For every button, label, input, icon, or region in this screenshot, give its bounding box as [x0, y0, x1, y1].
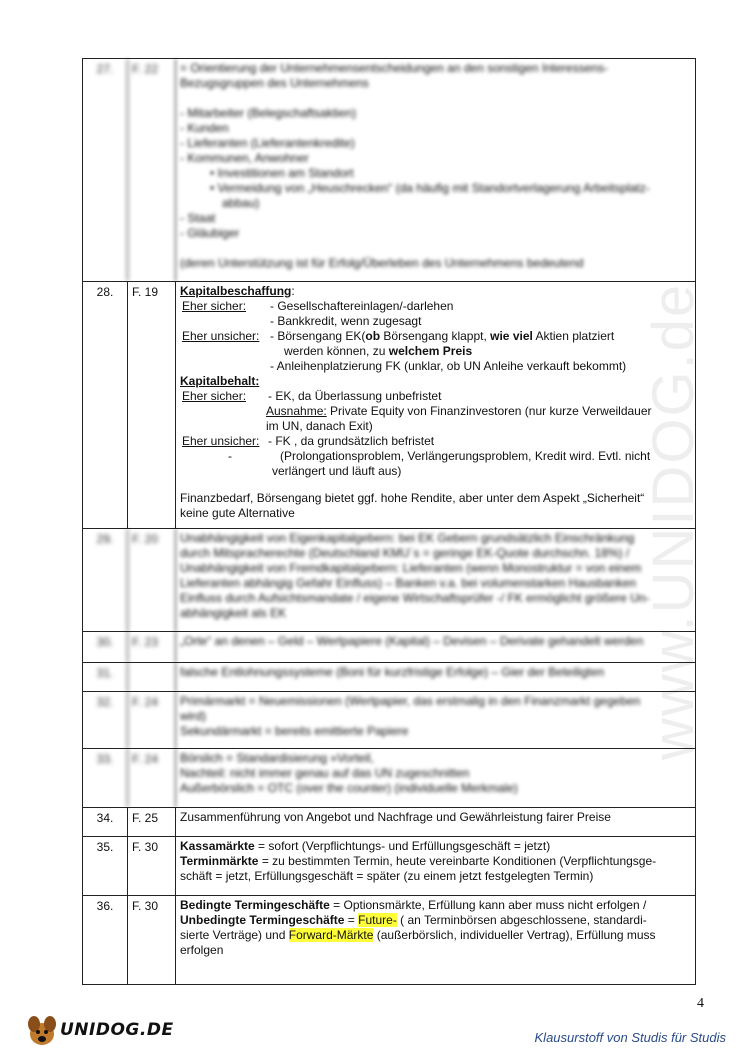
row-content — [175, 692, 695, 748]
row-reference: F. 23 — [127, 632, 175, 662]
text-line: - Staat — [180, 211, 216, 225]
highlight-future: Future- — [358, 913, 397, 927]
row-reference — [127, 663, 175, 691]
text-line: - (Prolongationsproblem, Verlängerungsproblem, Kredit wird. Evtl. nicht — [228, 449, 651, 463]
text-line: - Kunden — [180, 121, 229, 135]
text-line: (deren Unterstützung ist für Erfolg/Überleben des Unternehmens bedeutend — [180, 256, 584, 270]
table-row — [83, 836, 695, 895]
row-reference: F. 20 — [127, 529, 175, 631]
row-number: 29. — [96, 532, 114, 546]
text-line: - Mitarbeiter (Belegschaftsaktien) — [180, 106, 357, 120]
row-content — [175, 749, 695, 807]
text-line: Eher sicher: - EK, da Überlassung unbefristet — [182, 389, 442, 403]
text-line: abbau) — [222, 196, 260, 210]
row-content — [175, 632, 695, 662]
table-row — [83, 281, 695, 528]
row-reference: F. 30 — [127, 896, 175, 984]
text-line: Eher sicher: - Gesellschaftereinlagen/-darlehen — [182, 299, 454, 313]
text-line: Bezugsgruppen des Unternehmens — [180, 76, 369, 90]
text-line: Eher unsicher: - Börsengang EK(ob Börsengang klappt, wie viel Aktien platziert — [182, 329, 615, 343]
text-line: durch Mitspracherechte (Deutschland KMU´s = geringe EK-Quote durchschn. 18%) / — [180, 546, 630, 560]
text-line: Finanzbedarf, Börsengang bietet ggf. hohe Rendite, aber unter dem Aspekt „Sicherheit“ — [180, 491, 645, 505]
page-number: 4 — [697, 996, 704, 1011]
text-line: „Orte“ an denen – Geld – Wertpapiere (Kapital) – Devisen – Derivate gehandelt werden — [180, 634, 644, 648]
text-line: Lieferanten abhängig Gefahr Einfluss) – Banken v.a. bei volumenstarken Hausbanken — [180, 576, 637, 590]
table-row — [83, 895, 695, 985]
row-number: 30. — [96, 635, 114, 649]
text-line: verlängert und läuft aus) — [272, 464, 402, 478]
row-content — [175, 59, 695, 281]
row-number: 34. — [96, 811, 114, 825]
text-line: Unbedingte Termingeschäfte = Future- ( an Terminbörsen abgeschlossene, standardi- — [180, 913, 647, 927]
text-line: - Gläubiger — [180, 226, 240, 240]
row-reference: F. 24 — [127, 749, 175, 807]
text-line: Terminmärkte = zu bestimmten Termin, heute vereinbarte Konditionen (Verpflichtungsge- — [180, 854, 657, 868]
logo-text: UNIDOG.DE — [60, 1020, 174, 1040]
row-content — [175, 282, 695, 528]
table-row — [83, 528, 695, 631]
row-number: 36. — [96, 899, 114, 913]
text-line: Primärmarkt = Neuemissionen (Wertpapier, das erstmalig in den Finanzmarkt gegeben — [180, 694, 641, 708]
text-line: Zusammenführung von Angebot und Nachfrage und Gewährleistung fairer Preise — [180, 810, 611, 824]
row-number: 27. — [96, 62, 114, 76]
row-number: 32. — [96, 695, 114, 709]
text-line: Einfluss durch Aufsichtsmandate / eigene Wirtschaftsprüfer -/ FK ermöglicht größere Un- — [180, 591, 650, 605]
section-title: Kapitalbeschaffung: — [180, 284, 295, 298]
table-row — [83, 807, 695, 836]
text-line: Eher unsicher: - FK , da grundsätzlich befristet — [182, 434, 435, 448]
text-line: erfolgen — [180, 943, 224, 957]
row-content — [175, 663, 695, 691]
text-line: • Investitionen am Standort — [210, 166, 354, 180]
glossary-table — [82, 58, 696, 985]
row-content — [175, 896, 695, 984]
text-line: werden können, zu welchem Preis — [284, 344, 473, 358]
row-reference: F. 30 — [127, 837, 175, 895]
text-line: keine gute Alternative — [180, 506, 295, 520]
row-number: 28. — [96, 285, 114, 299]
row-reference: F. 19 — [127, 282, 175, 528]
row-reference: F. 25 — [127, 808, 175, 836]
row-reference: F. 24 — [127, 692, 175, 748]
table-row — [83, 691, 695, 748]
text-line: Börslich = Standardisierung »Vorteil, — [180, 751, 374, 765]
text-line: schäft = jetzt, Erfüllungsgeschäft = später (zu einem jetzt festgelegten Termin) — [180, 869, 594, 883]
row-content — [175, 529, 695, 631]
text-line: - Lieferanten (Lieferantenkredite) — [180, 136, 355, 150]
text-line: abhängigkeit als EK — [180, 606, 287, 620]
table-row — [83, 58, 695, 281]
text-line: - Kommunen, Anwohner — [180, 151, 309, 165]
highlight-forward: Forward-Märkte — [288, 928, 374, 942]
text-line: sierte Verträge) und Forward-Märkte (außerbörslich, individueller Vertrag), Erfüllung muss — [180, 928, 656, 942]
table-row — [83, 748, 695, 807]
text-line: • Vermeidung von „Heuschrecken“ (da häufig mit Standortverlagerung Arbeitsplatz- — [210, 181, 650, 195]
watermark: www.UNIDOG.de — [641, 282, 706, 760]
row-content — [175, 808, 695, 836]
dog-mascot-icon — [22, 1012, 62, 1048]
text-line: - Anleihenplatzierung FK (unklar, ob UN Anleihe verkauft bekommt) — [270, 359, 627, 373]
text-line: Nachteil: nicht immer genau auf das UN zugeschnitten — [180, 766, 470, 780]
unidog-logo — [22, 1012, 182, 1048]
footer-tagline: Klausurstoff von Studis für Studis — [534, 1030, 726, 1045]
text-line: Unabhängigkeit von Eigenkapitalgebern: bei EK Gebern grundsätzlich Einschränkung — [180, 531, 635, 545]
row-number: 31. — [96, 666, 114, 680]
text-line: Unabhängigkeit von Fremdkapitalgebern: Lieferanten (wenn Monostruktur = von einem — [180, 561, 642, 575]
text-line: Kassamärkte = sofort (Verpflichtungs- und Erfüllungsgeschäft = jetzt) — [180, 839, 551, 853]
text-line: - Bankkredit, wenn zugesagt — [270, 314, 422, 328]
text-line: Außerbörslich = OTC (over the counter) (individuelle Merkmale) — [180, 781, 518, 795]
text-line: falsche Entlohnungssysteme (Boni für kurzfristige Erfolge) – Gier der Beteiligten — [180, 665, 605, 679]
section-title: Kapitalbehalt: — [180, 374, 260, 388]
table-row — [83, 631, 695, 662]
row-reference: F. 22 — [127, 59, 175, 281]
text-line: im UN, danach Exit) — [266, 419, 373, 433]
row-content — [175, 837, 695, 895]
text-line: Ausnahme: Private Equity von Finanzinvestoren (nur kurze Verweildauer — [266, 404, 652, 418]
text-line: = Orientierung der Unternehmensentscheidungen an den sonstigen Interessens- — [180, 61, 608, 75]
text-line: Sekundärmarkt = bereits emittierte Papiere — [180, 724, 409, 738]
text-line: wird) — [180, 709, 206, 723]
row-number: 33. — [96, 752, 114, 766]
table-row — [83, 662, 695, 691]
row-number: 35. — [96, 840, 114, 854]
text-line: Bedingte Termingeschäfte = Optionsmärkte, Erfüllung kann aber muss nicht erfolgen / — [180, 898, 647, 912]
